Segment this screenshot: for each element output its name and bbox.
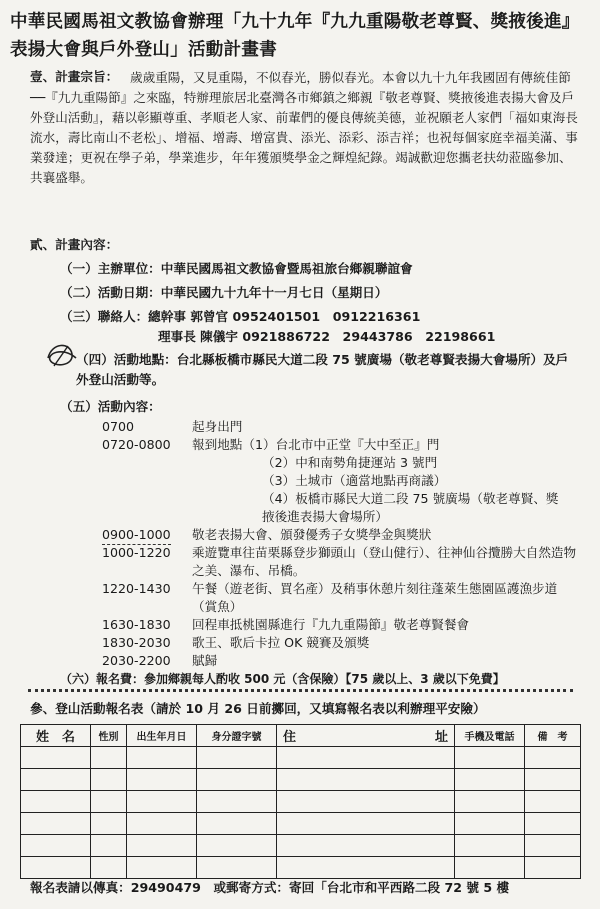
content-label: （五）活動內容： xyxy=(60,399,161,414)
header-id-number: 身分證字號 xyxy=(197,725,277,747)
schedule-desc: 敬老表揚大會、頒發優秀子女獎學金與獎狀 xyxy=(192,527,432,542)
schedule-desc: （2）中和南勢角捷運站 3 號門 xyxy=(262,455,438,470)
schedule-time: 1220-1430 xyxy=(102,581,171,596)
header-remarks: 備 考 xyxy=(525,725,581,747)
schedule-time: 1630-1830 xyxy=(102,617,171,632)
schedule-desc: （4）板橋市縣民大道二段 75 號廣場（敬老尊賢、獎掖後進表揚大會場所） xyxy=(262,491,559,524)
form-row[interactable] xyxy=(21,813,581,835)
schedule-desc: （3）土城市（適當地點再商議） xyxy=(262,473,447,488)
form-row[interactable] xyxy=(21,791,581,813)
footer-instructions: 報名表請以傳真：29490479 或郵寄方式：寄回「台北市和平西路二段 72 號 5 樓 xyxy=(30,880,510,895)
schedule-time: 1830-2030 xyxy=(102,635,171,650)
schedule-time: 0700 xyxy=(102,419,135,434)
fee-line: （六）報名費：參加鄉親每人酌收 500 元（含保險）【75 歲以上、3 歲以下免費】 xyxy=(60,672,505,686)
schedule-desc: 乘遊覽車往苗栗縣登步獅頭山（登山健行）、往神仙谷攬勝大自然造物之美、瀑布、吊橋。 xyxy=(192,545,577,578)
organizer-line: （一）主辦單位：中華民國馬祖文教協會暨馬祖旅台鄉親聯誼會 xyxy=(60,261,413,276)
schedule-desc: 起身出門 xyxy=(192,419,243,434)
header-address-1: 住 xyxy=(277,725,357,747)
form-row[interactable] xyxy=(21,857,581,879)
form-header-row xyxy=(21,725,581,747)
header-birthdate: 出生年月日 xyxy=(127,725,197,747)
schedule-time: 2030-2200 xyxy=(102,653,171,668)
schedule-time: 0900-1000 xyxy=(102,526,171,545)
schedule-time: 1000-1220 xyxy=(102,545,171,560)
handwritten-mark xyxy=(44,340,80,370)
contact-line-1: （三）聯絡人：總幹事 郭曾官 0952401501 0912216361 xyxy=(60,309,421,324)
schedule-desc: 報到地點（1）台北市中正堂『大中至正』門 xyxy=(192,437,440,452)
schedule-desc: 午餐（遊老街、買名產）及稍事休憩片刻往蓬萊生態園區護漁步道（賞魚） xyxy=(192,581,558,614)
section1-paragraph: 歲歲重陽，又見重陽，不似春光，勝似春光。本會以九十九年我國固有傳統佳節──『九九重陽節』之來臨，特辦理旅居北臺灣各市鄉鎮之鄉親『敬老尊賢、獎掖後進表揚大會及戶外登山活動』，藉以彰顯尊重、孝順老人家、前輩們的優良傳統美德，並祝願老人家們「福如東海長流水，壽比南山不老松」、增福、增壽、增富貴、添光、添彩、添吉祥；也祝每個家庭幸福美滿、事業發達；更祝在學子弟，學業進步，年年獲頒獎學金之輝煌紀錄。竭誠歡迎您攜老扶幼蒞臨參加、共襄盛舉。 xyxy=(30,70,578,185)
form-row[interactable] xyxy=(21,835,581,857)
date-line: （二）活動日期：中華民國九十九年十一月七日（星期日） xyxy=(60,285,388,300)
registration-form xyxy=(20,724,581,879)
section2-label: 貳、計畫內容： xyxy=(30,237,119,252)
schedule-desc: 回程車抵桃園縣進行『九九重陽節』敬老尊賢餐會 xyxy=(192,617,470,632)
cut-line xyxy=(28,689,573,692)
location-line: （四）活動地點：台北縣板橋市縣民大道二段 75 號廣場（敬老尊賢表揚大會場所）及戶外登山活動等。 xyxy=(76,352,569,387)
section1-label: 壹、計畫宗旨： xyxy=(30,69,119,84)
header-address-2: 址 xyxy=(357,725,455,747)
section3-label: 參、登山活動報名表（請於 10 月 26 日前擲回，又填寫報名表以利辦理平安險） xyxy=(30,701,486,716)
schedule-time: 0720-0800 xyxy=(102,437,171,452)
schedule-desc: 賦歸 xyxy=(192,653,218,668)
header-name: 姓 名 xyxy=(21,725,91,747)
header-phone: 手機及電話 xyxy=(455,725,525,747)
header-gender: 性別 xyxy=(91,725,127,747)
document-title: 中華民國馬祖文教協會辦理「九十九年『九九重陽敬老尊賢、獎掖後進』表揚大會與戶外登山」活動計畫書 xyxy=(10,12,580,60)
form-row[interactable] xyxy=(21,747,581,769)
form-row[interactable] xyxy=(21,769,581,791)
contact-line-2: 理事長 陳儀宇 0921886722 29443786 22198661 xyxy=(158,329,496,344)
schedule-desc: 歌王、歌后卡拉 OK 競賽及頒獎 xyxy=(192,635,370,650)
